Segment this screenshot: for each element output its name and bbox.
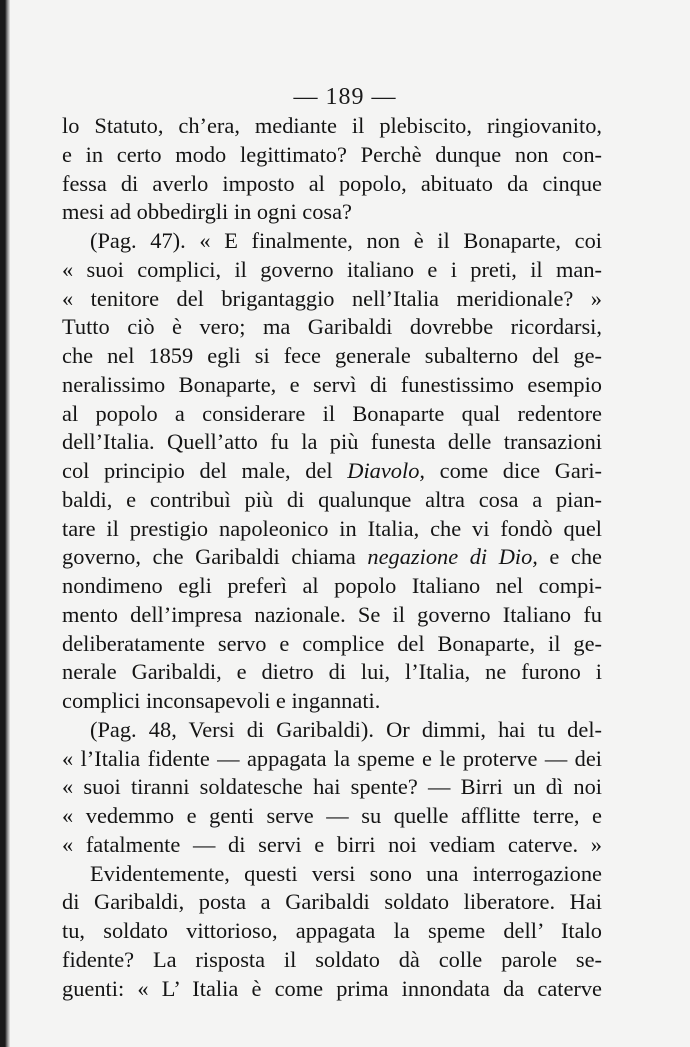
text-line: lo Statuto, ch’era, mediante il plebiscito, ringiovanito, (62, 113, 602, 138)
text-line: baldi, e contribuì più di qualunque altra cosa a pian- (62, 486, 602, 512)
text-line: Tutto ciò è vero; ma Garibaldi dovrebbe ricordarsi, (62, 314, 602, 340)
text-line: neralissimo Bonaparte, e servì di funestissimo esempio (62, 371, 602, 397)
text-line: nondimeno egli preferì al popolo Italiano nel compi- (62, 573, 602, 598)
text-line: (Pag. 47). « E finalmente, non è il Bonaparte, coi (90, 228, 602, 253)
text-line: mento dell’impresa nazionale. Se il governo Italiano fu (62, 601, 602, 627)
text-line: col principio del male, del Diavolo, come dice Gari- (62, 458, 602, 483)
text-line: fidente? La risposta il soldato dà colle parole se- (62, 946, 602, 972)
italic-phrase: Diavolo, (347, 458, 426, 483)
text-line: tare il prestigio napoleonico in Italia, che vi fondò quel (62, 515, 602, 541)
text-line: governo, che Garibaldi chiama negazione di Dio, e che (62, 544, 602, 570)
text-line: « suoi tiranni soldatesche hai spente? — Birri un dì noi (62, 774, 602, 800)
text-line: di Garibaldi, posta a Garibaldi soldato liberatore. Hai (62, 889, 602, 915)
text-line: mesi ad obbedirgli in ogni cosa? (62, 199, 352, 225)
text-line: (Pag. 48, Versi di Garibaldi). Or dimmi, hai tu del- (90, 716, 602, 742)
text-line: tu, soldato vittorioso, appagata la speme dell’ Italo (62, 918, 602, 943)
text-line: « l’Italia fidente — appagata la speme e le proterve — dei (62, 745, 602, 771)
page-number-header: — 189 — (293, 84, 397, 110)
text-line: deliberatamente servo e complice del Bonaparte, il ge- (62, 630, 602, 656)
text-line: « tenitore del brigantaggio nell’Italia meridionale? » (62, 285, 602, 311)
text-line: che nel 1859 egli si fece generale subalterno del ge- (62, 343, 602, 368)
text-line: Evidentemente, questi versi sono una interrogazione (90, 860, 602, 886)
body-text (62, 112, 602, 1003)
italic-phrase: negazione di Dio, (367, 544, 538, 570)
text-line: dell’Italia. Quell’atto fu la più funesta delle transazioni (62, 429, 602, 455)
text-line: « fatalmente — di servi e birri noi vediam caterve. » (62, 831, 602, 857)
text-line: fessa di averlo imposto al popolo, abituato da cinque (62, 170, 602, 196)
text-line: guenti: « L’ Italia è come prima innondata da caterve (62, 975, 602, 1001)
text-line: complici inconsapevoli e ingannati. (62, 688, 381, 713)
text-line: « suoi complici, il governo italiano e i preti, il man- (62, 256, 602, 282)
text-line: al popolo a considerare il Bonaparte qual redentore (62, 400, 602, 426)
text-line: e in certo modo legittimato? Perchè dunque non con- (62, 141, 602, 167)
text-line: nerale Garibaldi, e dietro di lui, l’Italia, ne furono i (62, 659, 602, 685)
text-line: « vedemmo e genti serve — su quelle afflitte terre, e (62, 803, 602, 828)
